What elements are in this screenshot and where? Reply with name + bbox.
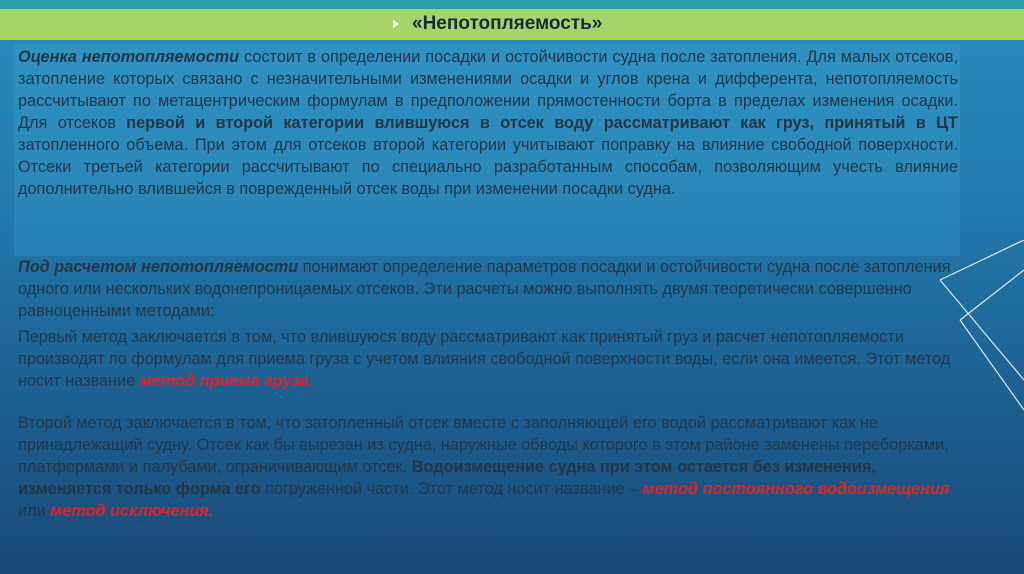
triangle-bullet-icon xyxy=(393,20,399,28)
term-calculation: Под расчетом непотопляемости xyxy=(18,258,299,276)
paragraph-second-method xyxy=(18,412,958,522)
paragraph-first-method xyxy=(18,326,958,392)
term-assessment: Оценка непотопляемости xyxy=(18,48,240,66)
decorative-lines xyxy=(940,240,1024,440)
slide-content xyxy=(14,44,960,564)
paragraph-text: или xyxy=(18,502,51,520)
paragraph-text: затопленного объема. При этом для отсеков второй категории учитывают поправку на влияние свободной поверхности. Отсеки третьей категории рассчитывают по специально разработанным способам, позволяющим учесть влияние дополнительно влившейся в поврежденный отсек воды при изменении посадки судна. xyxy=(18,136,958,198)
paragraph-text: понимают определение параметров посадки и остойчивости судна после затопления одного или нескольких водонепроницаемых отсеков. Эти расчеты можно выполнять двумя теоретически совершенно равноценными методами: xyxy=(18,258,951,320)
paragraph-definition xyxy=(18,256,958,322)
paragraph-text: погруженной части. Этот метод носит название – xyxy=(260,480,643,498)
paragraph-assessment xyxy=(18,46,958,200)
page-title: «Непотопляемость» xyxy=(412,13,603,34)
title-bar xyxy=(0,9,1024,40)
paragraph-text: состоит в определении посадки и остойчивости судна после затопления. Для малых отсеков, затопление которых связано с незначительными изменениями осадки и углов крена и дифферента, непотопляемость рассчитывают по метацентрическим формулам в предположении прямостенности борта в пределах изменения осадки. Для отсеков xyxy=(18,48,958,132)
paragraph-bold-text: первой и второй категории влившуюся в отсек воду рассматривают как груз, принятый в ЦТ xyxy=(126,114,958,132)
method-name-constant-displacement: метод постоянного водоизмещения xyxy=(642,480,950,498)
paragraph-text: Второй метод заключается в том, что затопленный отсек вместе с заполняющей его водой рассматривают как не принадлежащий судну. Отсек как бы вырезан из судна, наружные обводы которого в этом районе заменены переборками, платформами и палубами, ограничивающим отсек. xyxy=(18,414,949,476)
paragraph-bold-text: Водоизмещение судна при этом остается без изменения, изменяется только форма его xyxy=(18,458,876,498)
method-name-cargo: метод приема груза. xyxy=(139,372,314,390)
method-name-exclusion: метод исключения. xyxy=(50,502,214,520)
top-accent-strip xyxy=(0,0,1024,9)
paragraph-text: Первый метод заключается в том, что влившуюся воду рассматривают как принятый груз и расчет непотопляемости производят по формулам для приема груза с учетом влияния свободной поверхности воды, если она имеется. Этот метод носит название xyxy=(18,328,951,390)
